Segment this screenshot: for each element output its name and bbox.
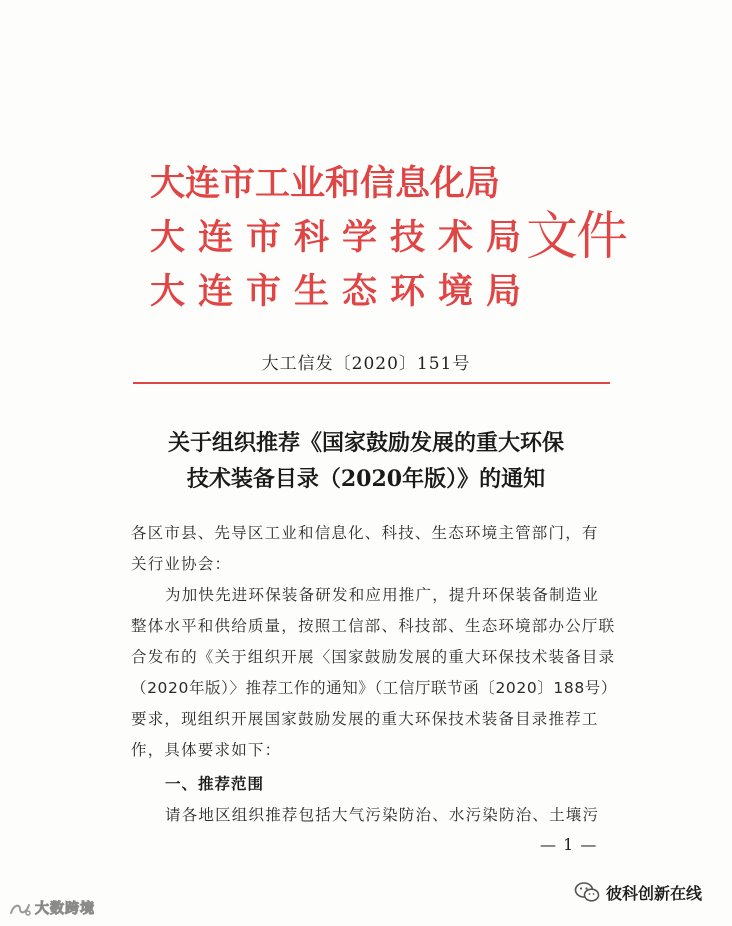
issuer-line-3: 大连市生态环境局	[150, 271, 535, 312]
document-number: 大工信发〔2020〕151号	[261, 354, 471, 374]
addressee-line-2: 关行业协会：	[131, 555, 232, 573]
wechat-icon	[574, 881, 600, 907]
watermark-left-text: 大数跨境	[35, 901, 95, 917]
dashuju-logo-icon	[8, 901, 32, 917]
watermark-right	[574, 880, 702, 908]
document-word: 文件	[526, 207, 627, 267]
issuer-line-2: 大连市科学技术局	[150, 217, 535, 258]
watermark-right-text: 彼科创新在线	[606, 884, 703, 903]
section-heading-recommend-scope: 一、推荐范围	[165, 775, 265, 793]
paragraph-line-4: （2020年版）〉推荐工作的通知》（工信厅联节函〔2020〕188号）	[131, 679, 617, 697]
paragraph-line-3: 合发布的《关于组织开展〈国家鼓励发展的重大环保技术装备目录	[131, 648, 616, 666]
paragraph-line-2: 整体水平和供给质量，按照工信部、科技部、生态环境部办公厅联	[131, 617, 616, 635]
paragraph-line-6: 作，具体要求如下：	[131, 741, 282, 759]
issuer-line-1: 大连市工业和信息化局	[150, 163, 501, 204]
paragraph-line-1: 为加快先进环保装备研发和应用推广，提升环保装备制造业	[165, 586, 600, 604]
red-divider	[133, 382, 610, 384]
notice-title-line-2: 技术装备目录（2020年版）》的通知	[186, 466, 546, 492]
section-1-text: 请各地区组织推荐包括大气污染防治、水污染防治、土壤污	[165, 806, 600, 824]
paragraph-line-5: 要求，现组织开展国家鼓励发展的重大环保技术装备目录推荐工	[131, 710, 599, 728]
addressee-line-1: 各区市县、先导区工业和信息化、科技、生态环境主管部门，有	[131, 524, 599, 542]
page-number: — 1 —	[540, 835, 598, 854]
notice-title-line-1: 关于组织推荐《国家鼓励发展的重大环保	[167, 430, 564, 456]
watermark-left	[8, 898, 95, 920]
